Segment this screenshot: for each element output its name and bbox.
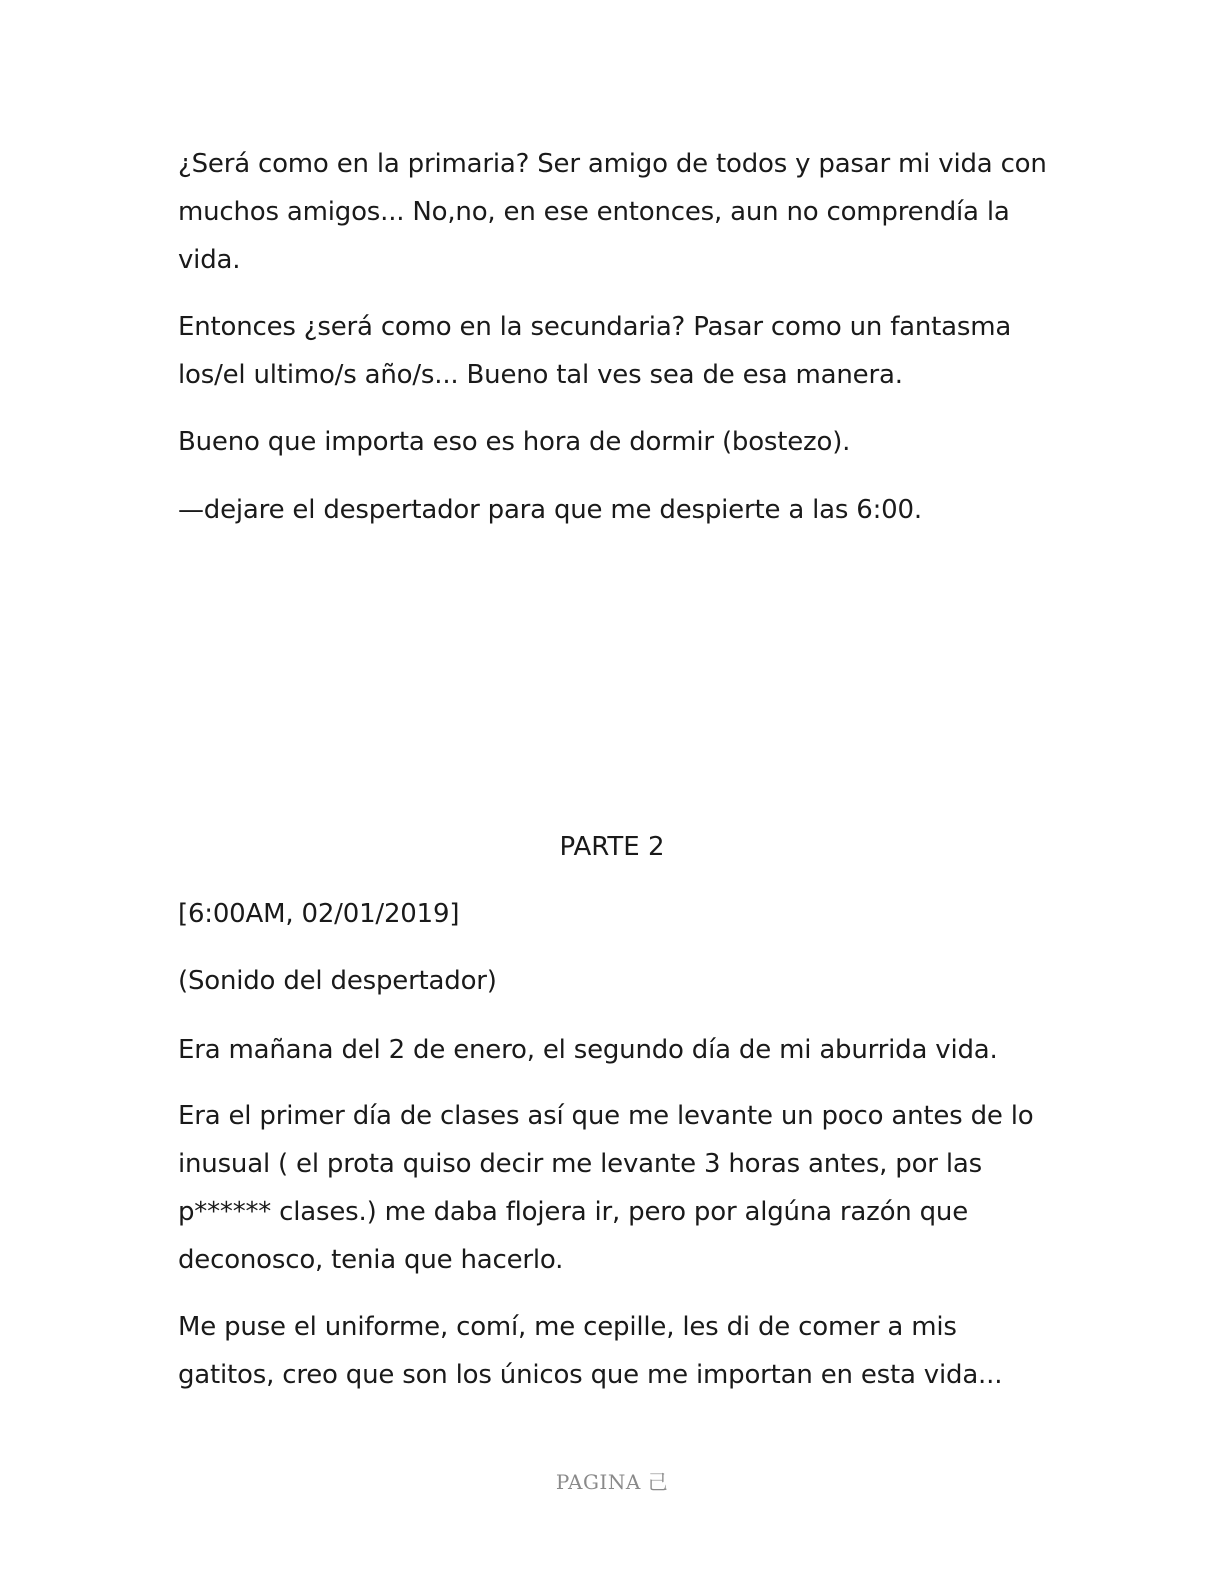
paragraph: Era el primer día de clases así que me levante un poco antes de lo inusual ( el prota quiso decir me levante 3 horas antes, por las p****** clases.) me daba flojera ir, pero por algúna razón que deconosco, tenia que hacerlo. (178, 1101, 1034, 1275)
paragraph: Bueno que importa eso es hora de dormir (bostezo). (178, 427, 851, 457)
timestamp-line: [6:00AM, 02/01/2019] (178, 899, 460, 929)
paragraph: Me puse el uniforme, comí, me cepille, les di de comer a mis gatitos, creo que son los únicos que me importan en esta vida... (178, 1312, 1003, 1390)
paragraph: (Sonido del despertador) (178, 966, 497, 996)
paragraph: Era mañana del 2 de enero, el segundo día de mi aburrida vida. (178, 1035, 998, 1065)
page-number-footer: PAGINA 己 (555, 1470, 669, 1494)
section-heading: PARTE 2 (559, 832, 665, 862)
paragraph: Entonces ¿será como en la secundaria? Pasar como un fantasma los/el ultimo/s año/s... Bueno tal ves sea de esa manera. (178, 312, 1012, 390)
paragraph: ¿Será como en la primaria? Ser amigo de todos y pasar mi vida con muchos amigos... No,no, en ese entonces, aun no comprendía la vida. (178, 149, 1047, 275)
paragraph: —dejare el despertador para que me despierte a las 6:00. (178, 495, 922, 525)
